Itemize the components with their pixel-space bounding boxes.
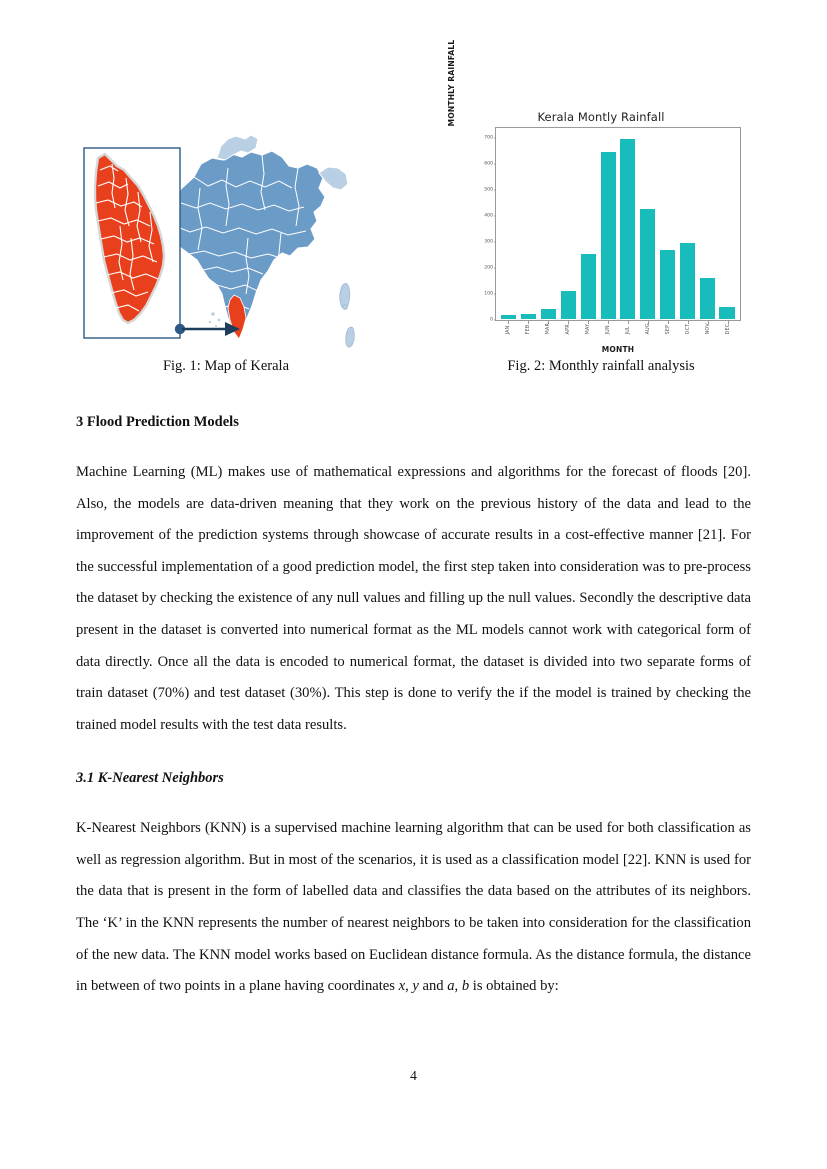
knn-text-part-2: is obtained by:	[469, 978, 559, 995]
chart-plot-area	[484, 127, 741, 323]
chart-bars	[497, 129, 739, 319]
figure-2-rainfall-chart	[447, 39, 751, 360]
chart-x-axis-label: MONTH	[601, 345, 635, 354]
chart-x-tick-labels	[496, 323, 740, 334]
chart-bar	[561, 291, 576, 319]
chart-x-tick-label: FEB	[525, 324, 531, 335]
knn-sep-3: ,	[454, 978, 462, 995]
chart-x-tick-slot	[638, 323, 658, 334]
chart-y-tick-label: 500	[484, 187, 493, 193]
chart-x-tick-slot	[698, 323, 718, 334]
document-body	[76, 415, 751, 1003]
figures-row	[76, 39, 751, 360]
paragraph-flood-prediction-models: Machine Learning (ML) makes use of mathematical expressions and algorithms for the forecast of floods [20]. Also, the models are data-driven meaning that they work on the previous history of the data and lead to the improvement of the prediction systems through showcase of accurate results in a cost-effective manner [21]. For the successful implementation of a good prediction model, the first step taken into consideration was to pre-process the dataset by checking the existence of any null values and filling up the null values. Secondly the descriptive data present in the dataset is converted into numerical format as the ML models cannot work with categorical form of data directly. Once all the data is encoded to numerical format, the dataset is divided into two separate forms of train dataset (70%) and test dataset (30%). This step is done to verify the if the model is trained by checking the trained model results with the test data results.	[76, 463, 751, 733]
chart-bar-slot	[539, 129, 559, 319]
chart-x-tick-label: JAN	[505, 325, 511, 335]
variable-a: a	[447, 978, 455, 995]
chart-x-tick-label: NOV	[705, 323, 711, 335]
chart-bar-slot	[598, 129, 618, 319]
chart-x-tick-label: DEC	[725, 323, 731, 335]
chart-y-tick-label: 200	[484, 265, 493, 271]
andaman-nicobar-islands	[340, 283, 355, 347]
chart-bar	[620, 139, 635, 319]
chart-x-tick-slot	[578, 323, 598, 334]
lakshadweep-islands	[209, 312, 221, 328]
chart-x-tick-label: APR	[565, 324, 571, 335]
chart-y-tick-mark	[494, 294, 497, 295]
knn-sep-2: and	[418, 978, 448, 995]
chart-bar-slot	[638, 129, 658, 319]
chart-bar	[680, 243, 695, 319]
chart-bar	[541, 309, 556, 319]
chart-bar	[660, 250, 675, 319]
page-number: 4	[410, 1068, 417, 1083]
chart-y-tick-mark	[494, 164, 497, 165]
chart-bar	[700, 278, 715, 319]
chart-x-tick-label: AUG	[645, 323, 651, 335]
knn-sep-1: ,	[405, 978, 413, 995]
chart-y-tick-label: 700	[484, 135, 493, 141]
chart-x-tick-label: MAY	[585, 323, 591, 335]
chart-x-tick-slot	[658, 323, 678, 334]
chart-y-tick-label: 300	[484, 239, 493, 245]
india-outline-group	[165, 135, 354, 347]
chart-x-tick-label: SEP	[665, 324, 671, 335]
chart-bar-slot	[499, 129, 519, 319]
paragraph-k-nearest-neighbors	[76, 813, 751, 1003]
chart-x-tick-label: JUN	[605, 325, 611, 335]
chart-bar-slot	[658, 129, 678, 319]
chart-x-tick-slot	[598, 323, 618, 334]
chart-bar	[640, 209, 655, 319]
variable-b: b	[461, 978, 470, 995]
variable-y: y	[412, 978, 419, 995]
chart-title: Kerala Montly Rainfall	[537, 110, 665, 124]
chart-y-tick-mark	[494, 190, 497, 191]
chart-x-tick-slot	[558, 323, 578, 334]
chart-bar	[601, 152, 616, 319]
chart-y-tick-mark	[494, 242, 497, 243]
chart-bar-slot	[697, 129, 717, 319]
chart-bar-slot	[717, 129, 737, 319]
chart-y-axis-label: MONTHLY RAINFALL	[447, 39, 456, 127]
chart-y-tick-label: 0	[490, 317, 493, 323]
chart-x-tick-label: JUL	[625, 326, 631, 335]
chart-bar	[719, 307, 734, 319]
chart-bar-slot	[558, 129, 578, 319]
chart-y-tick-mark	[494, 216, 497, 217]
chart-x-tick-label: MAR	[545, 323, 551, 335]
northeast-light-region	[319, 167, 348, 190]
knn-text-part-1: K-Nearest Neighbors (KNN) is a supervised machine learning algorithm that can be used for both classification as well as regression algorithm. But in most of the scenarios, it is used as a classification model [22]. KNN is used for the data that is present in the form of labelled data and classifies the data based on the attributes of its neighbors. The ‘K’ in the KNN represents the number of nearest neighbors to be taken into consideration for the classification of the new data. The KNN model works based on Euclidean distance formula. As the distance formula, the distance in between of two points in a plane having coordinates	[76, 820, 751, 995]
variable-x: x	[398, 978, 406, 995]
chart-bar	[501, 315, 516, 319]
chart-y-tick-label: 400	[484, 213, 493, 219]
chart-x-tick-slot	[618, 323, 638, 334]
chart-x-tick-label: OCT	[685, 323, 691, 335]
figure-captions-row	[76, 358, 751, 375]
chart-y-tick-label: 100	[484, 291, 493, 297]
subsection-heading-k-nearest-neighbors: 3.1 K-Nearest Neighbors	[76, 770, 224, 787]
chart-y-tick-mark	[494, 138, 497, 139]
kerala-inset-box	[84, 148, 180, 338]
chart-x-tick-slot	[518, 323, 538, 334]
chart-x-tick-slot	[718, 323, 738, 334]
chart-bar-slot	[519, 129, 539, 319]
figure-1-map-of-kerala	[76, 108, 376, 360]
chart-bar-slot	[578, 129, 598, 319]
chart-y-tick-label: 600	[484, 161, 493, 167]
chart-bar-slot	[618, 129, 638, 319]
figure-2-caption: Fig. 2: Monthly rainfall analysis	[507, 358, 695, 374]
chart-y-tick-mark	[494, 268, 497, 269]
chart-bar-slot	[677, 129, 697, 319]
chart-bar	[581, 254, 596, 319]
india-map-svg	[76, 108, 376, 358]
figure-1-caption: Fig. 1: Map of Kerala	[162, 358, 290, 374]
chart-x-tick-slot	[498, 323, 518, 334]
chart-x-tick-slot	[538, 323, 558, 334]
chart-bar	[521, 314, 536, 319]
chart-x-tick-slot	[678, 323, 698, 334]
section-heading-flood-prediction-models: 3 Flood Prediction Models	[76, 414, 239, 430]
